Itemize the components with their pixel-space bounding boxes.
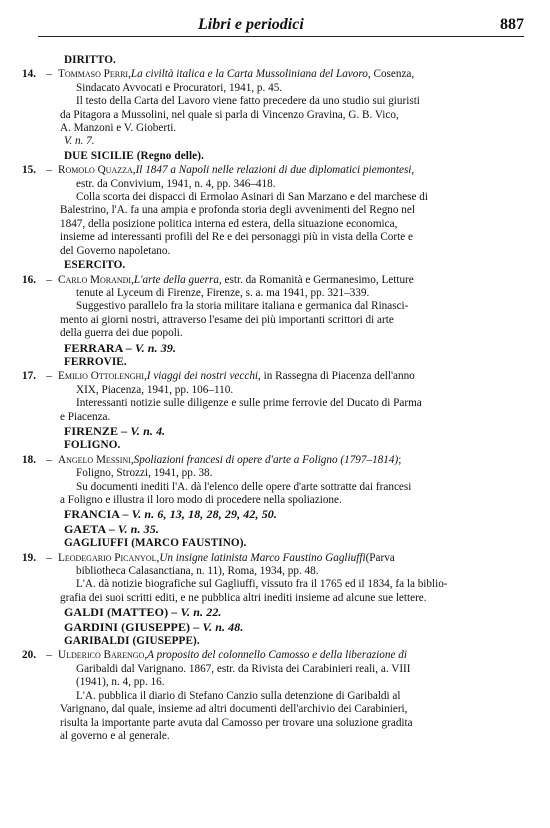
entry-abstract-line: grafia dei suoi scritti editi, e ne pubblica altri inediti insieme ad alcune sue lettere. bbox=[60, 591, 427, 604]
entry-headline bbox=[22, 68, 528, 81]
entry-dash: – bbox=[46, 453, 52, 466]
running-title: Libri e periodici bbox=[198, 16, 304, 33]
entry-title: A proposito del colonnello Camosso e della liberazione di bbox=[147, 649, 407, 662]
entry-cross-reference: V. n. 7. bbox=[64, 135, 95, 148]
entry-publication: , in Rassegna di Piacenza dell'anno bbox=[258, 370, 415, 383]
entry-abstract-line: L'A. dà notizie biografiche sul Gagliuffi, vissuto fra il 1765 ed il 1834, fa la biblio- bbox=[76, 578, 448, 591]
cross-reference-heading bbox=[22, 508, 528, 521]
separator: , bbox=[156, 551, 160, 564]
bibliography-list bbox=[22, 54, 528, 743]
entry-number: 16. bbox=[22, 273, 36, 286]
entry-headline bbox=[22, 274, 528, 287]
entry-number: 18. bbox=[22, 453, 36, 466]
entry-publication-continued: XIX, Piacenza, 1941, pp. 106–110. bbox=[76, 383, 234, 396]
entry-title: Un insigne latinista Marco Faustino Gagliuffi bbox=[159, 551, 366, 564]
cross-reference-subject: GALDI (MATTEO) – bbox=[64, 606, 181, 620]
bibliography-entry bbox=[22, 274, 528, 341]
entry-title: I viaggi dei nostri vecchi bbox=[146, 370, 259, 383]
entry-dash: – bbox=[46, 649, 52, 662]
entry-dash: – bbox=[46, 551, 52, 564]
entry-abstract-line: A. Manzoni e V. Gioberti. bbox=[60, 122, 177, 135]
bibliography-entry bbox=[22, 649, 528, 743]
entry-dash: – bbox=[46, 68, 52, 81]
entry-headline bbox=[22, 454, 528, 467]
entry-abstract-line: da Pitagora a Mussolini, nel quale si parla di Vincenzo Gravina, G. B. Vico, bbox=[60, 108, 399, 121]
section-heading: FOLIGNO. bbox=[64, 439, 121, 452]
cross-reference-subject: GARDINI (GIUSEPPE) – bbox=[64, 620, 203, 634]
entry-publication: , estr. da Romanità e Germanesimo, Letture bbox=[218, 273, 414, 286]
entry-number: 17. bbox=[22, 370, 36, 383]
entry-title: L'arte della guerra bbox=[133, 273, 219, 286]
cross-reference-subject: FRANCIA – bbox=[64, 508, 132, 522]
entry-number: 20. bbox=[22, 649, 36, 662]
entry-abstract-line: del Governo napoletano. bbox=[60, 244, 171, 257]
entry-publication-continued: Foligno, Strozzi, 1941, pp. 38. bbox=[76, 467, 213, 480]
section-heading: FERROVIE. bbox=[64, 355, 127, 368]
section-heading: DIRITTO. bbox=[64, 54, 116, 66]
separator: , bbox=[144, 649, 148, 662]
entry-abstract-line: Suggestivo parallelo fra la storia militare italiana e germanica dal Rinasci- bbox=[76, 300, 409, 313]
section-heading: DUE SICILIE (Regno delle). bbox=[64, 149, 204, 162]
entry-publication-continued: estr. da Convivium, 1941, n. 4, pp. 346–418. bbox=[76, 177, 276, 190]
cross-reference-target: V. n. 4. bbox=[130, 424, 166, 438]
separator: , bbox=[128, 68, 131, 81]
entry-publication: , bbox=[411, 164, 415, 177]
separator: , bbox=[144, 370, 147, 383]
cross-reference-subject: FERRARA – bbox=[64, 341, 136, 355]
entry-publication-continued: Sindacato Avvocati e Procuratori, 1941, p. 45. bbox=[76, 81, 283, 94]
entry-headline bbox=[22, 552, 528, 565]
separator: , bbox=[132, 164, 136, 177]
bibliography-entry bbox=[22, 552, 528, 606]
entry-abstract-line: Interessanti notizie sulle diligenze e sulle prime ferrovie del Ducato di Parma bbox=[76, 397, 422, 410]
bibliography-entry bbox=[22, 68, 528, 148]
entry-abstract-line: Il testo della Carta del Lavoro viene fatto precedere da uno studio sui giuristi bbox=[76, 95, 420, 108]
section-heading: ESERCITO. bbox=[64, 259, 126, 272]
cross-reference-subject: GAETA – bbox=[64, 522, 118, 536]
cross-reference-heading bbox=[22, 342, 528, 355]
bibliography-entry bbox=[22, 454, 528, 508]
entry-abstract-line: 1847, della posizione politica interna ed estera, della situazione economica, bbox=[60, 217, 398, 230]
entry-publication-continued: bibliotheca Calasanctiana, n. 11), Roma, 1934, pp. 48. bbox=[76, 565, 319, 578]
entry-number: 19. bbox=[22, 551, 36, 564]
entry-headline bbox=[22, 164, 528, 177]
entry-abstract-line: Colla scorta dei dispacci di Ermolao Asinari di San Marzano e del marchese di bbox=[76, 191, 428, 204]
cross-reference-heading bbox=[22, 425, 528, 438]
entry-dash: – bbox=[46, 370, 52, 383]
entry-publication-continued: (1941), n. 4, pp. 16. bbox=[76, 676, 165, 689]
entry-author: Romolo Quazza bbox=[58, 164, 133, 177]
entry-publication: ; bbox=[398, 453, 402, 466]
cross-reference-heading bbox=[22, 606, 528, 619]
section-heading: GARIBALDI (GIUSEPPE). bbox=[64, 635, 200, 648]
entry-author: Tommaso Perri bbox=[58, 68, 129, 81]
entry-publication-continued: tenute al Lyceum di Firenze, Firenze, s. a. ma 1941, pp. 321–339. bbox=[76, 286, 370, 299]
entry-author: Emilio Ottolenghi bbox=[58, 370, 144, 383]
cross-reference-heading bbox=[22, 621, 528, 634]
entry-title: Spoliazioni francesi di opere d'arte a Foligno (1797–1814) bbox=[133, 453, 399, 466]
entry-publication: , Cosenza, bbox=[367, 68, 415, 81]
entry-abstract-line: al governo e al generale. bbox=[60, 729, 170, 742]
entry-abstract-line: Balestrino, l'A. fa una ampia e profonda storia degli avvenimenti del Regno nel bbox=[60, 204, 415, 217]
entry-dash: – bbox=[46, 273, 52, 286]
entry-title: La civiltà italica e la Carta Mussoliniana del Lavoro bbox=[130, 68, 368, 81]
cross-reference-subject: FIRENZE – bbox=[64, 424, 131, 438]
entry-abstract-line: Su documenti inediti l'A. dà l'elenco delle opere d'arte sottratte dai francesi bbox=[76, 480, 412, 493]
entry-publication: (Parva bbox=[365, 551, 395, 564]
entry-abstract-line: Varignano, dal quale, insieme ad altri documenti dell'archivio dei Carabinieri, bbox=[60, 703, 408, 716]
entry-abstract-line: mento ai giorni nostri, attraverso l'esame dei più importanti scrittori di arte bbox=[60, 313, 394, 326]
entry-abstract-line: e Piacenza. bbox=[60, 410, 111, 423]
entry-dash: – bbox=[46, 164, 52, 177]
entry-author: Leodegario Picanyol bbox=[58, 551, 157, 564]
cross-reference-target: V. n. 6, 13, 18, 28, 29, 42, 50. bbox=[131, 508, 278, 522]
separator: , bbox=[130, 453, 134, 466]
entry-abstract-line: a Foligno e illustra il loro modo di procedere nella spoliazione. bbox=[60, 494, 342, 506]
entry-abstract-line: risulta la importante parte avuta dal Camosso per trovare una soluzione gradita bbox=[60, 716, 413, 729]
entry-headline bbox=[22, 649, 528, 662]
entry-abstract-line: della guerra dei due popoli. bbox=[60, 327, 183, 340]
page-number: 887 bbox=[500, 16, 524, 33]
cross-reference-target: V. n. 35. bbox=[117, 522, 159, 536]
entry-author: Carlo Morandi bbox=[58, 273, 132, 286]
cross-reference-target: V. n. 48. bbox=[202, 620, 244, 634]
cross-reference-target: V. n. 22. bbox=[180, 606, 222, 620]
bibliography-entry bbox=[22, 370, 528, 424]
entry-number: 14. bbox=[22, 68, 36, 81]
cross-reference-heading bbox=[22, 523, 528, 536]
entry-title: Il 1847 a Napoli nelle relazioni di due diplomatici piemontesi bbox=[135, 164, 412, 177]
entry-abstract-line: insieme ad interessanti profili del Re e dei personaggi più in vista della Corte e bbox=[60, 231, 413, 244]
entry-number: 15. bbox=[22, 164, 36, 177]
bibliography-entry bbox=[22, 164, 528, 258]
section-heading: GAGLIUFFI (MARCO FAUSTINO). bbox=[64, 537, 247, 550]
entry-abstract-line: L'A. pubblica il diario di Stefano Canzio sulla detenzione di Garibaldi al bbox=[76, 689, 401, 702]
entry-headline bbox=[22, 370, 528, 383]
entry-publication-continued: Garibaldi dal Varignano. 1867, estr. da Rivista dei Carabinieri reali, a. VIII bbox=[76, 662, 411, 675]
page-header bbox=[38, 10, 524, 37]
entry-author: Angelo Messini bbox=[58, 453, 131, 466]
separator: , bbox=[131, 273, 134, 286]
cross-reference-target: V. n. 39. bbox=[135, 341, 177, 355]
entry-author: Ulderico Barengo bbox=[58, 649, 145, 662]
